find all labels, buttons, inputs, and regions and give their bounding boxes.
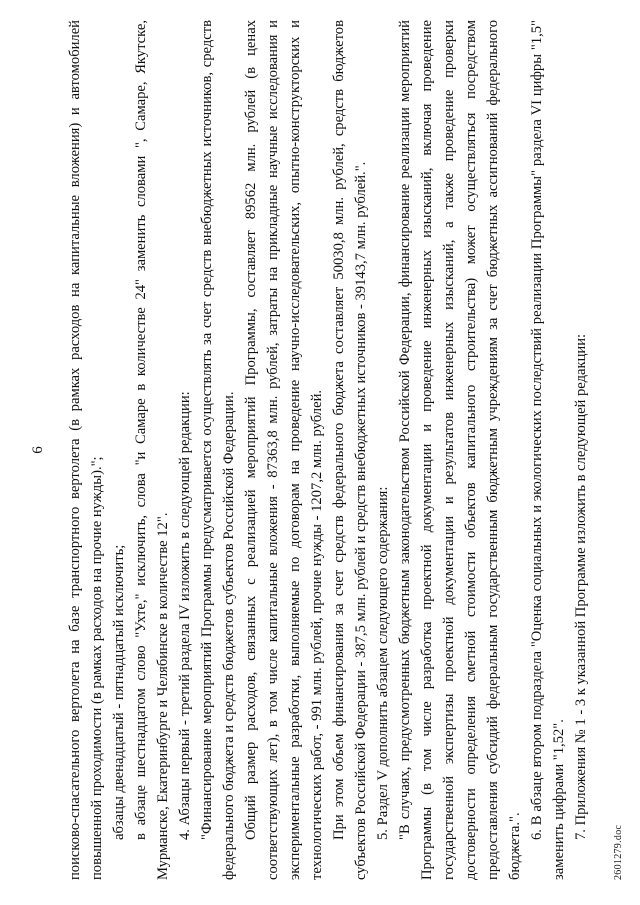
- paragraph: При этом объем финансирования за счет средств федерального бюджета составляет 50030,8 млн. рублей, средств бюджетов субъектов Российской Федерации - 387,5 млн. рублей и средств внебюджетных источников - 39143,7 млн. рублей.".: [331, 20, 369, 880]
- paragraph: абзацы двенадцатый - пятнадцатый исключить;: [111, 544, 127, 840]
- paragraph: в абзаце шестнадцатом слово "Ухте," исключить, слова "и Самаре в количестве 24" заменить словами ", Самаре, Якутске, Мурманске, Екатеринбурге и Челябинске в количестве 12".: [133, 20, 171, 880]
- page-number: 6: [30, 446, 46, 454]
- paragraph: 6. В абзаце втором подраздела "Оценка социальных и экологических последствий реализации Программы" раздела VI цифры "1,5" заменить цифрами "1,52".: [529, 20, 567, 880]
- paragraph: Общий размер расходов, связанных с реализацией мероприятий Программы, составляет 89562 млн. рублей (в ценах соответствующих лет), в том числе капитальные вложения - 87363,8 млн. рублей, затраты на прикладные научные исследования и экспериментальные разработки, выполняемые по договорам на проведение научно-исследовательских, опытно-конструкторских и технологических работ, - 991 млн. рублей, прочие нужды - 1207,2 млн. рублей.: [243, 20, 325, 880]
- footer-document-code: 2601279.doc: [613, 824, 624, 880]
- rotated-page: [30, 20, 630, 880]
- paragraph: 4. Абзацы первый - третий раздела IV изложить в следующей редакции:: [177, 391, 193, 840]
- paragraph: поисково-спасательного вертолета на базе транспортного вертолета (в рамках расходов на капитальные вложения) и автомобилей повышенной проходимости (в рамках расходов на прочие нужды).";: [67, 20, 105, 880]
- paragraph: "Финансирование мероприятий Программы предусматривается осуществлять за счет средств внебюджетных источников, средств федерального бюджета и средств бюджетов субъектов Российской Федерации.: [199, 20, 237, 880]
- document-body: [64, 20, 592, 880]
- paragraph: 5. Раздел V дополнить абзацем следующего содержания:: [375, 486, 391, 840]
- paragraph: "В случаях, предусмотренных бюджетным законодательством Российской Федерации, финансирование реализации мероприятий Программы (в том числе разработка проектной документации и проведение инженерных изысканий, включая проведение государственной экспертизы проектной документации и результатов инженерных изысканий, а также проведение проверки достоверности определения сметной стоимости объектов капитального строительства) может осуществляться посредством предоставления субсидий федеральным государственным бюджетным учреждениям за счет бюджетных ассигнований федерального бюджета.".: [397, 20, 523, 880]
- paragraph: 7. Приложения № 1 - 3 к указанной Программе изложить в следующей редакции:: [573, 333, 589, 840]
